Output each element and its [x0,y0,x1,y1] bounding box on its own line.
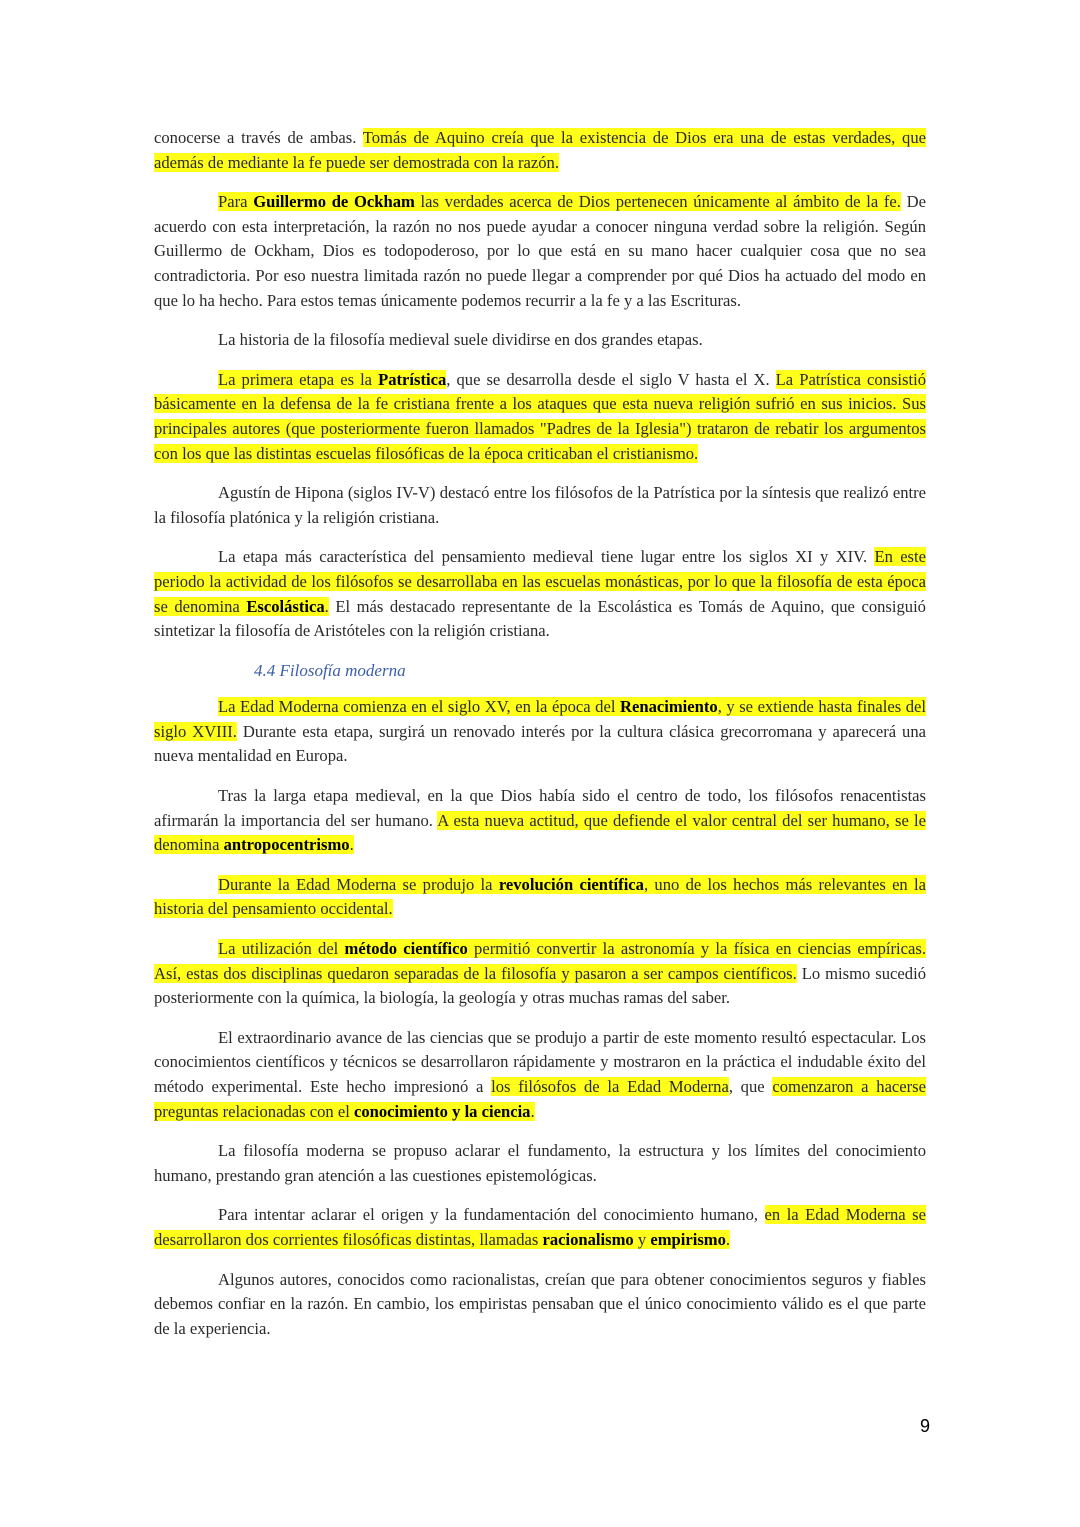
text-run: La utilización del [218,939,345,959]
text-run: . [349,835,354,855]
paragraph-1 [154,126,926,175]
text-run: La etapa más característica del pensamiento medieval tiene lugar entre los siglos XI y XIV. [218,547,875,567]
text-run: permitió convertir la astronomía y la física en ciencias empíricas. Así, estas dos disciplinas quedaron separadas de la filosofía y pasaron a ser campos científicos. [154,939,926,983]
text-run: . [530,1101,535,1121]
highlighted-text: La Patrística consistió básicamente en la defensa de la fe cristiana frente a los ataques que esta nueva religión sufrió en sus inicios. Sus principales autores (que posteriormente fueron llamados "Padres de la Iglesia") trataron de rebatir los argumentos con los que las distintas escuelas filosóficas de la época criticaban el cristianismo. [154,369,926,463]
highlighted-text [154,875,926,919]
paragraph-avance [154,1026,926,1124]
text-run: Para intentar aclarar el origen y la fundamentación del conocimiento humano, [218,1205,765,1225]
paragraph-revolucion [154,873,926,922]
highlighted-text: los filósofos de la Edad Moderna [491,1077,729,1096]
highlighted-text: Tomás de Aquino creía que la existencia de Dios era una de estas verdades, que además de mediante la fe puede ser demostrada con la razón. [154,128,926,172]
bold-term-renacimiento: Renacimiento [620,697,718,717]
text-run: Algunos autores, conocidos como racionalistas, creían que para obtener conocimientos seguros y fiables debemos confiar en la razón. En cambio, los empiristas pensaban que el único conocimiento válido es el que parte de la experiencia. [154,1269,926,1338]
text-run: las verdades acerca de Dios pertenecen únicamente al ámbito de la fe. [414,192,901,212]
page-number: 9 [919,1416,930,1436]
bold-term-ockham: Guillermo de Ockham [253,192,415,212]
section-heading: 4.4 Filosofía moderna [254,660,406,680]
bold-term-antropocentrismo: antropocentrismo [223,835,350,855]
text-run: comenzaron a hacerse preguntas relacionadas con el [154,1077,927,1121]
bold-term-conocimiento: conocimiento y la ciencia [353,1101,531,1121]
text-run: , y se extiende hasta finales del siglo XVIII. [154,697,926,741]
text-run: La Edad Moderna comienza en el siglo XV, en la época del [218,697,620,717]
text-run: En este periodo la actividad de los filósofos se desarrollaba en las escuelas monásticas, por lo que la filosofía de esta época se denomina [154,547,926,616]
text-run: en la Edad Moderna se desarrollaron dos corrientes filosóficas distintas, llamadas [154,1205,926,1249]
paragraph-stages [154,328,926,353]
bold-term-patristica: Patrística [378,369,447,389]
bold-term-revolucion: revolución científica [498,874,644,894]
paragraph-racionalistas [154,1268,926,1342]
text-run: Lo mismo sucedió posteriormente con la química, la biología, la geología y otras muchas ramas del saber. [154,963,926,1008]
text-run: Durante la Edad Moderna se produjo la [218,874,499,894]
bold-term-escolastica: Escolástica [246,596,325,616]
paragraph-escolastica [154,545,926,643]
paragraph-ockham [154,190,926,313]
text-run: , que [728,1077,773,1096]
text-run: y [633,1229,651,1249]
bold-term-metodo: método científico [344,939,468,959]
text-run: Durante esta etapa, surgirá un renovado interés por la cultura clásica grecorromana y aparecerá una nueva mentalidad en Europa. [154,721,926,766]
paragraph-agustin [154,481,926,530]
text-run: El más destacado representante de la Escolástica es Tomás de Aquino, que consiguió sintetizar la filosofía de Aristóteles con la religión cristiana. [154,596,926,641]
paragraph-epistemologia [154,1139,926,1188]
highlighted-text [218,370,446,389]
page-body [154,126,926,1356]
highlighted-text [218,192,901,211]
text-run: La filosofía moderna se propuso aclarar el fundamento, la estructura y los límites del conocimiento humano, prestando gran atención a las cuestiones epistemológicas. [154,1141,926,1185]
text-run: conocerse a través de ambas. [154,128,363,147]
bold-term-racionalismo: racionalismo [542,1229,634,1249]
text-run: . [725,1229,731,1249]
text-run: . [324,596,329,616]
paragraph-antropocentrismo [154,784,926,858]
text-run: Agustín de Hipona (siglos IV-V) destacó entre los filósofos de la Patrística por la síntesis que realizó entre la filosofía platónica y la religión cristiana. [154,483,926,527]
bold-term-empirismo: empirismo [650,1229,726,1249]
text-run: Para [218,192,254,212]
paragraph-edad-moderna [154,695,926,769]
text-run: La historia de la filosofía medieval suele dividirse en dos grandes etapas. [218,330,703,350]
text-run: El extraordinario avance de las ciencias que se produjo a partir de este momento resultó espectacular. Los conocimientos científicos y técnicos se desarrollaron rápidamente y mostraron en la práctica el indudable éxito del método experimental. Este hecho impresionó a [154,1027,926,1096]
text-run: , uno de los hechos más relevantes en la historia del pensamiento occidental. [154,874,926,919]
paragraph-patristica [154,368,926,466]
paragraph-metodo [154,937,926,1011]
text-run: Tras la larga etapa medieval, en la que Dios había sido el centro de todo, los filósofos renacentistas afirmarán la importancia del ser humano. [154,786,926,830]
text-run: , que se desarrolla desde el siglo V hasta el X. [446,369,776,389]
paragraph-corrientes [154,1203,926,1252]
text-run: De acuerdo con esta interpretación, la razón no nos puede ayudar a conocer ninguna verdad sobre la religión. Según Guillermo de Ockham, Dios es todopoderoso, por lo que está en su mano hacer cualquier cosa que no sea contradictoria. Por eso nuestra limitada razón no puede llegar a comprender por qué Dios ha actuado del modo en que lo ha hecho. Para estos temas únicamente podemos recurrir a la fe y a las Escrituras. [154,192,926,310]
text-run: A esta nueva actitud, que defiende el valor central del ser humano, se le denomina [154,810,926,855]
text-run: La primera etapa es la [218,369,379,389]
